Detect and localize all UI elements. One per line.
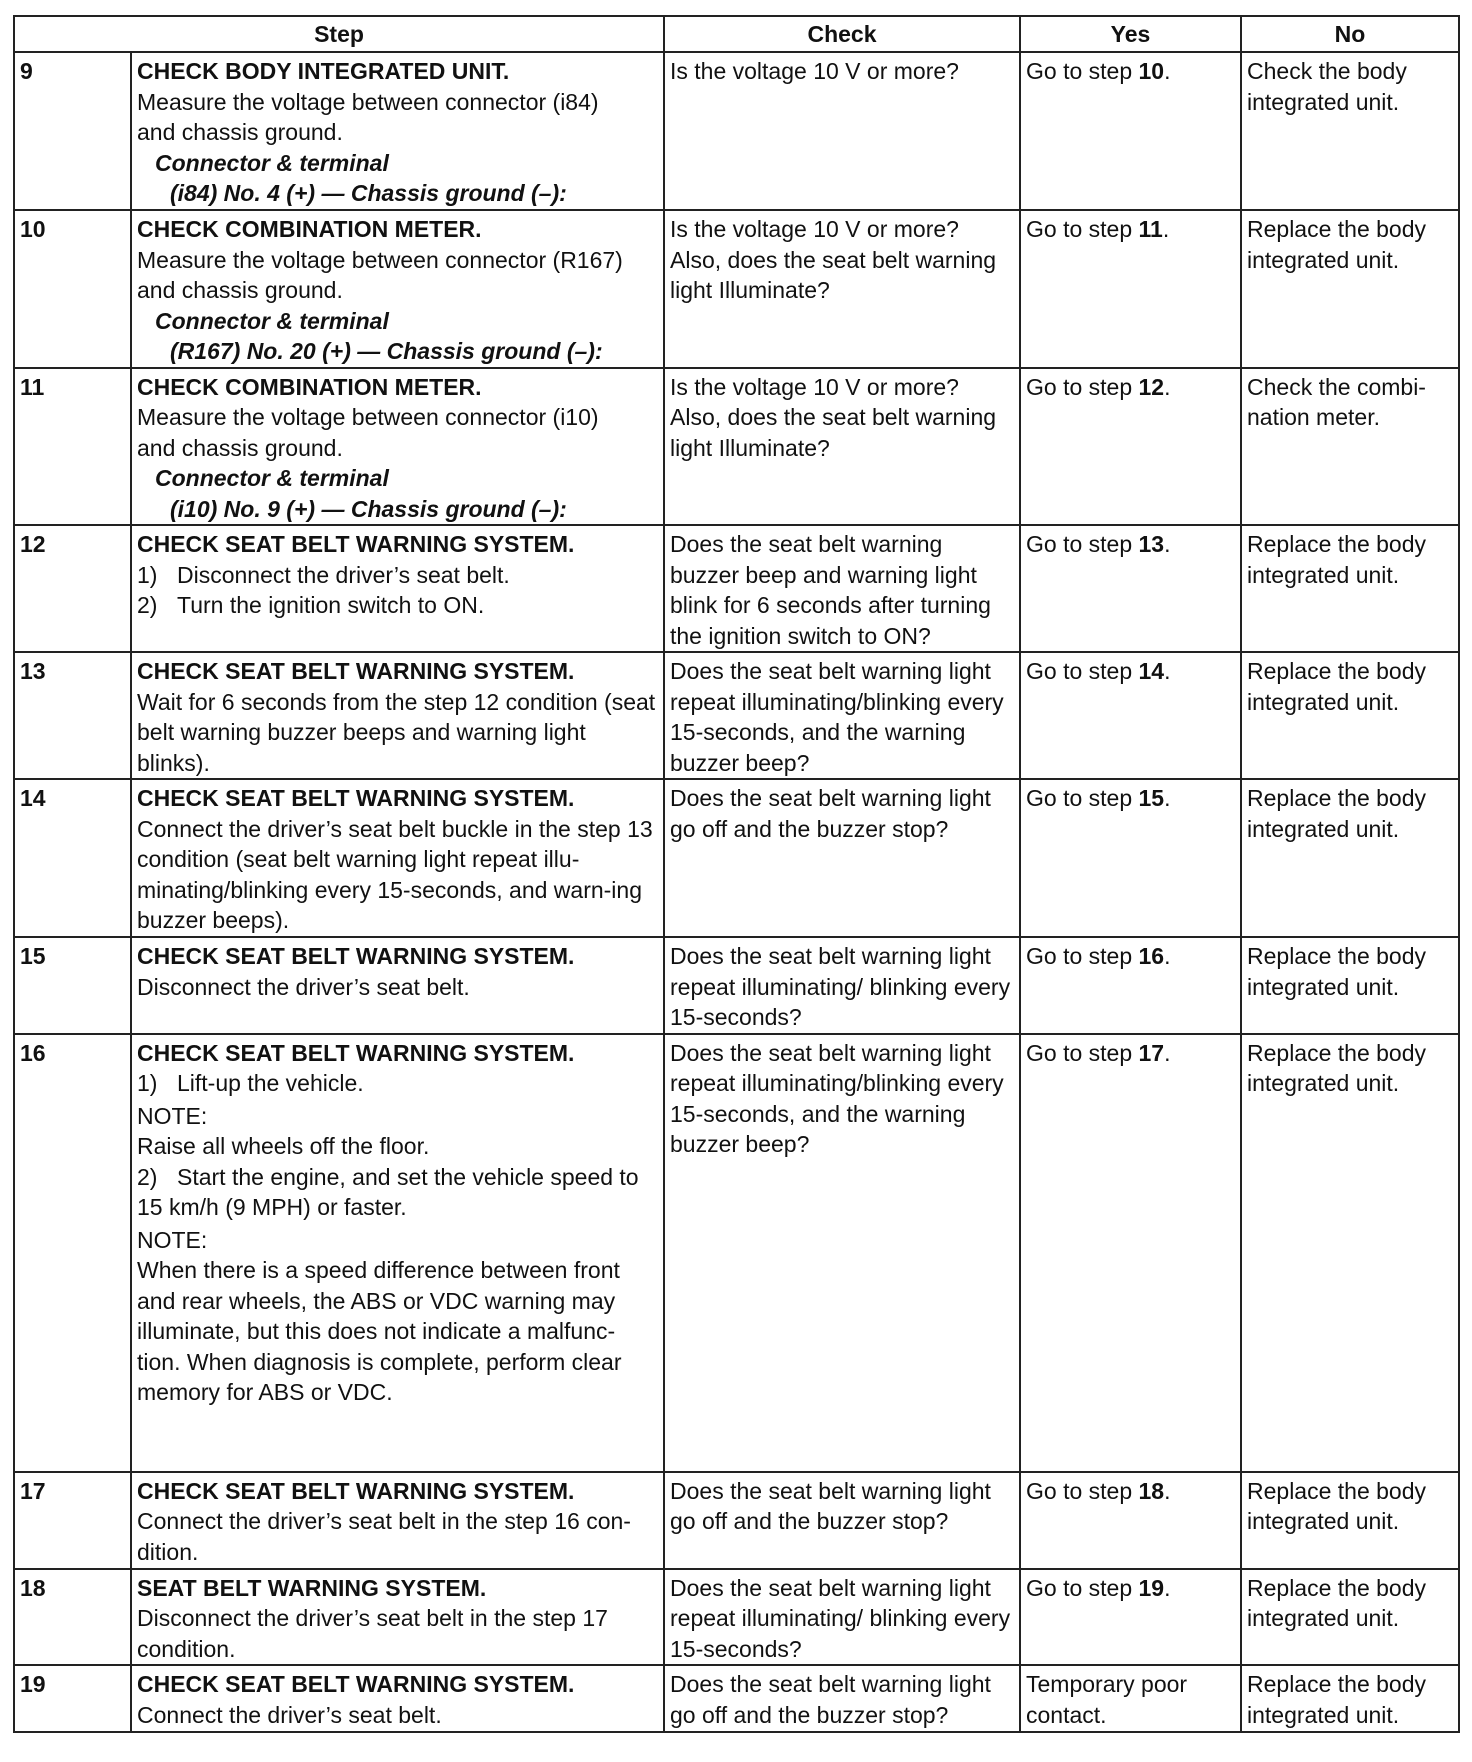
yes-cell: Go to step 13. [1020,525,1241,652]
step-title: SEAT BELT WARNING SYSTEM. [137,1574,487,1601]
no-cell: Replace the body integrated unit. [1241,1569,1459,1666]
check-cell: Is the voltage 10 V or more? Also, does the seat belt warning light Illuminate? [664,210,1020,368]
no-cell: Replace the body integrated unit. [1241,652,1459,779]
list-item [137,1068,658,1099]
step-cell [131,210,664,368]
step-number: 17 [14,1472,131,1569]
step-description: and chassis ground. [137,434,343,461]
step-title: CHECK SEAT BELT WARNING SYSTEM. [137,1477,575,1504]
header-step: Step [14,16,664,52]
table-row [14,1569,1459,1666]
yes-prefix: Go to step [1026,785,1139,811]
yes-step-ref: 16 [1138,943,1165,969]
yes-prefix: Go to step [1026,1039,1139,1066]
no-cell: Replace the body integrated unit. [1241,1472,1459,1569]
step-description: Measure the voltage between connector (i84) [137,88,599,115]
check-cell: Does the seat belt warning light repeat illuminating/blinking every 15-seconds, and the warning buzzer beep? [664,1034,1020,1472]
check-cell: Does the seat belt warning light repeat illuminating/blinking every 15-seconds, and the warning buzzer beep? [664,652,1020,779]
yes-step-ref: 18 [1138,1477,1165,1504]
yes-step-ref: 13 [1138,531,1165,557]
table-row [14,525,1459,652]
check-cell: Does the seat belt warning light repeat illuminating/ blinking every 15-seconds? [664,1569,1020,1666]
yes-cell: Go to step 17. [1020,1034,1241,1472]
step-cell [131,1569,664,1666]
yes-step-ref: 10 [1138,58,1165,84]
check-cell: Does the seat belt warning buzzer beep and warning light blink for 6 seconds after turning the ignition switch to ON? [664,525,1020,652]
header-yes: Yes [1020,16,1241,52]
check-cell: Is the voltage 10 V or more? [664,52,1020,210]
step-number: 16 [14,1034,131,1472]
table-row [14,1472,1459,1569]
step-cell [131,1472,664,1569]
step-number: 11 [14,368,131,526]
diagnostic-table [13,15,1460,1733]
step-description: Disconnect the driver’s seat belt. [137,973,470,1000]
step-cell [131,1665,664,1732]
step-description: Measure the voltage between connector (i10) [137,404,599,430]
yes-cell: Go to step 18. [1020,1472,1241,1569]
header-row [14,16,1459,52]
step-number: 13 [14,652,131,779]
step-description: Connect the driver’s seat belt in the step 16 con-dition. [137,1508,631,1565]
list-item-text: Turn the ignition switch to ON. [177,592,485,618]
step-description: Disconnect the driver’s seat belt in the step 17 condition. [137,1605,608,1662]
step-cell [131,368,664,526]
yes-prefix: Go to step [1026,373,1139,400]
no-cell: Replace the body integrated unit. [1241,779,1459,937]
step-description: and chassis ground. [137,277,343,303]
step-description: Connect the driver’s seat belt. [137,1701,442,1728]
yes-prefix: Go to step [1026,1574,1139,1601]
table-row [14,1034,1459,1472]
list-item-number: 2) [137,1163,158,1190]
step-title: CHECK COMBINATION METER. [137,216,482,242]
connector-terminal: (i84) No. 4 (+) — Chassis ground (–): [170,180,567,206]
step-cell [131,525,664,652]
header-no: No [1241,16,1459,52]
yes-prefix: Go to step [1026,1477,1139,1504]
yes-step-ref: 12 [1138,373,1165,400]
step-number: 9 [14,52,131,210]
list-item-text: Disconnect the driver’s seat belt. [177,561,510,588]
table-row [14,652,1459,779]
step-title: CHECK SEAT BELT WARNING SYSTEM. [137,785,575,811]
list-item-text: Start the engine, and set the vehicle speed to 15 km/h (9 MPH) or faster. [137,1163,639,1220]
yes-step-ref: 14 [1138,658,1165,684]
list-item [137,1162,658,1223]
step-number: 14 [14,779,131,937]
yes-step-ref: 17 [1138,1039,1165,1066]
table-row [14,1665,1459,1732]
step-title: CHECK SEAT BELT WARNING SYSTEM. [137,658,575,684]
no-cell: Replace the body integrated unit. [1241,525,1459,652]
step-title: CHECK COMBINATION METER. [137,373,482,400]
connector-heading: Connector & terminal [155,149,389,176]
yes-step-ref: 11 [1138,216,1163,242]
yes-cell: Go to step 14. [1020,652,1241,779]
table-row [14,210,1459,368]
yes-cell: Temporary poor contact. [1020,1665,1241,1732]
step-title: CHECK SEAT BELT WARNING SYSTEM. [137,1671,575,1697]
connector-terminal: (i10) No. 9 (+) — Chassis ground (–): [170,495,567,522]
table-row [14,52,1459,210]
list-item-number: 1) [137,1070,158,1096]
yes-step-ref: 15 [1138,785,1165,811]
connector-heading: Connector & terminal [155,307,389,334]
no-cell: Replace the body integrated unit. [1241,1034,1459,1472]
step-number: 15 [14,937,131,1034]
check-cell: Does the seat belt warning light go off and the buzzer stop? [664,779,1020,937]
step-cell [131,652,664,779]
note-label: NOTE: [137,1226,208,1253]
list-item [137,560,658,591]
yes-step-ref: 19 [1138,1574,1165,1601]
check-cell: Does the seat belt warning light go off and the buzzer stop? [664,1472,1020,1569]
step-description: Measure the voltage between connector (R167) [137,246,623,273]
yes-cell: Go to step 10. [1020,52,1241,210]
step-description: Wait for 6 seconds from the step 12 condition (seat belt warning buzzer beeps and warning light blinks). [137,688,656,776]
note-label: NOTE: [137,1102,208,1129]
yes-cell: Go to step 11. [1020,210,1241,368]
step-cell [131,1034,664,1472]
yes-prefix: Go to step [1026,943,1139,969]
step-title: CHECK SEAT BELT WARNING SYSTEM. [137,1039,575,1066]
step-number: 10 [14,210,131,368]
no-cell: Replace the body integrated unit. [1241,210,1459,368]
table-row [14,779,1459,937]
step-cell [131,52,664,210]
table-row [14,937,1459,1034]
yes-prefix: Go to step [1026,216,1139,242]
yes-prefix: Go to step [1026,58,1139,84]
check-cell: Is the voltage 10 V or more? Also, does the seat belt warning light Illuminate? [664,368,1020,526]
no-cell: Replace the body integrated unit. [1241,937,1459,1034]
yes-prefix: Go to step [1026,658,1139,684]
yes-cell: Go to step 19. [1020,1569,1241,1666]
step-description: Connect the driver’s seat belt buckle in the step 13 condition (seat belt warning light repeat illu-minating/blinking every 15-seconds, and warn-ing buzzer beeps). [137,815,653,933]
note-text: Raise all wheels off the floor. [137,1133,430,1159]
no-cell: Replace the body integrated unit. [1241,1665,1459,1732]
header-check: Check [664,16,1020,52]
list-item [137,590,658,621]
step-cell [131,937,664,1034]
yes-cell: Go to step 16. [1020,937,1241,1034]
list-item-text: Lift-up the vehicle. [177,1070,364,1096]
check-cell: Does the seat belt warning light go off and the buzzer stop? [664,1665,1020,1732]
yes-prefix: Go to step [1026,531,1139,557]
step-number: 19 [14,1665,131,1732]
check-cell: Does the seat belt warning light repeat illuminating/ blinking every 15-seconds? [664,937,1020,1034]
step-number: 12 [14,525,131,652]
step-title: CHECK BODY INTEGRATED UNIT. [137,58,510,84]
no-cell: Check the body integrated unit. [1241,52,1459,210]
list-item-number: 1) [137,561,158,588]
step-title: CHECK SEAT BELT WARNING SYSTEM. [137,943,575,969]
list-item-number: 2) [137,592,158,618]
yes-cell: Go to step 15. [1020,779,1241,937]
yes-cell: Go to step 12. [1020,368,1241,526]
connector-terminal: (R167) No. 20 (+) — Chassis ground (–): [170,338,603,364]
note-text: When there is a speed difference between front and rear wheels, the ABS or VDC warning may illuminate, but this does not indicate a malfunc-tion. When diagnosis is complete, perform clear memory for ABS or VDC. [137,1257,622,1405]
step-title: CHECK SEAT BELT WARNING SYSTEM. [137,531,575,557]
step-number: 18 [14,1569,131,1666]
connector-heading: Connector & terminal [155,465,389,491]
table-row [14,368,1459,526]
step-description: and chassis ground. [137,119,343,145]
no-cell: Check the combi-nation meter. [1241,368,1459,526]
step-cell [131,779,664,937]
